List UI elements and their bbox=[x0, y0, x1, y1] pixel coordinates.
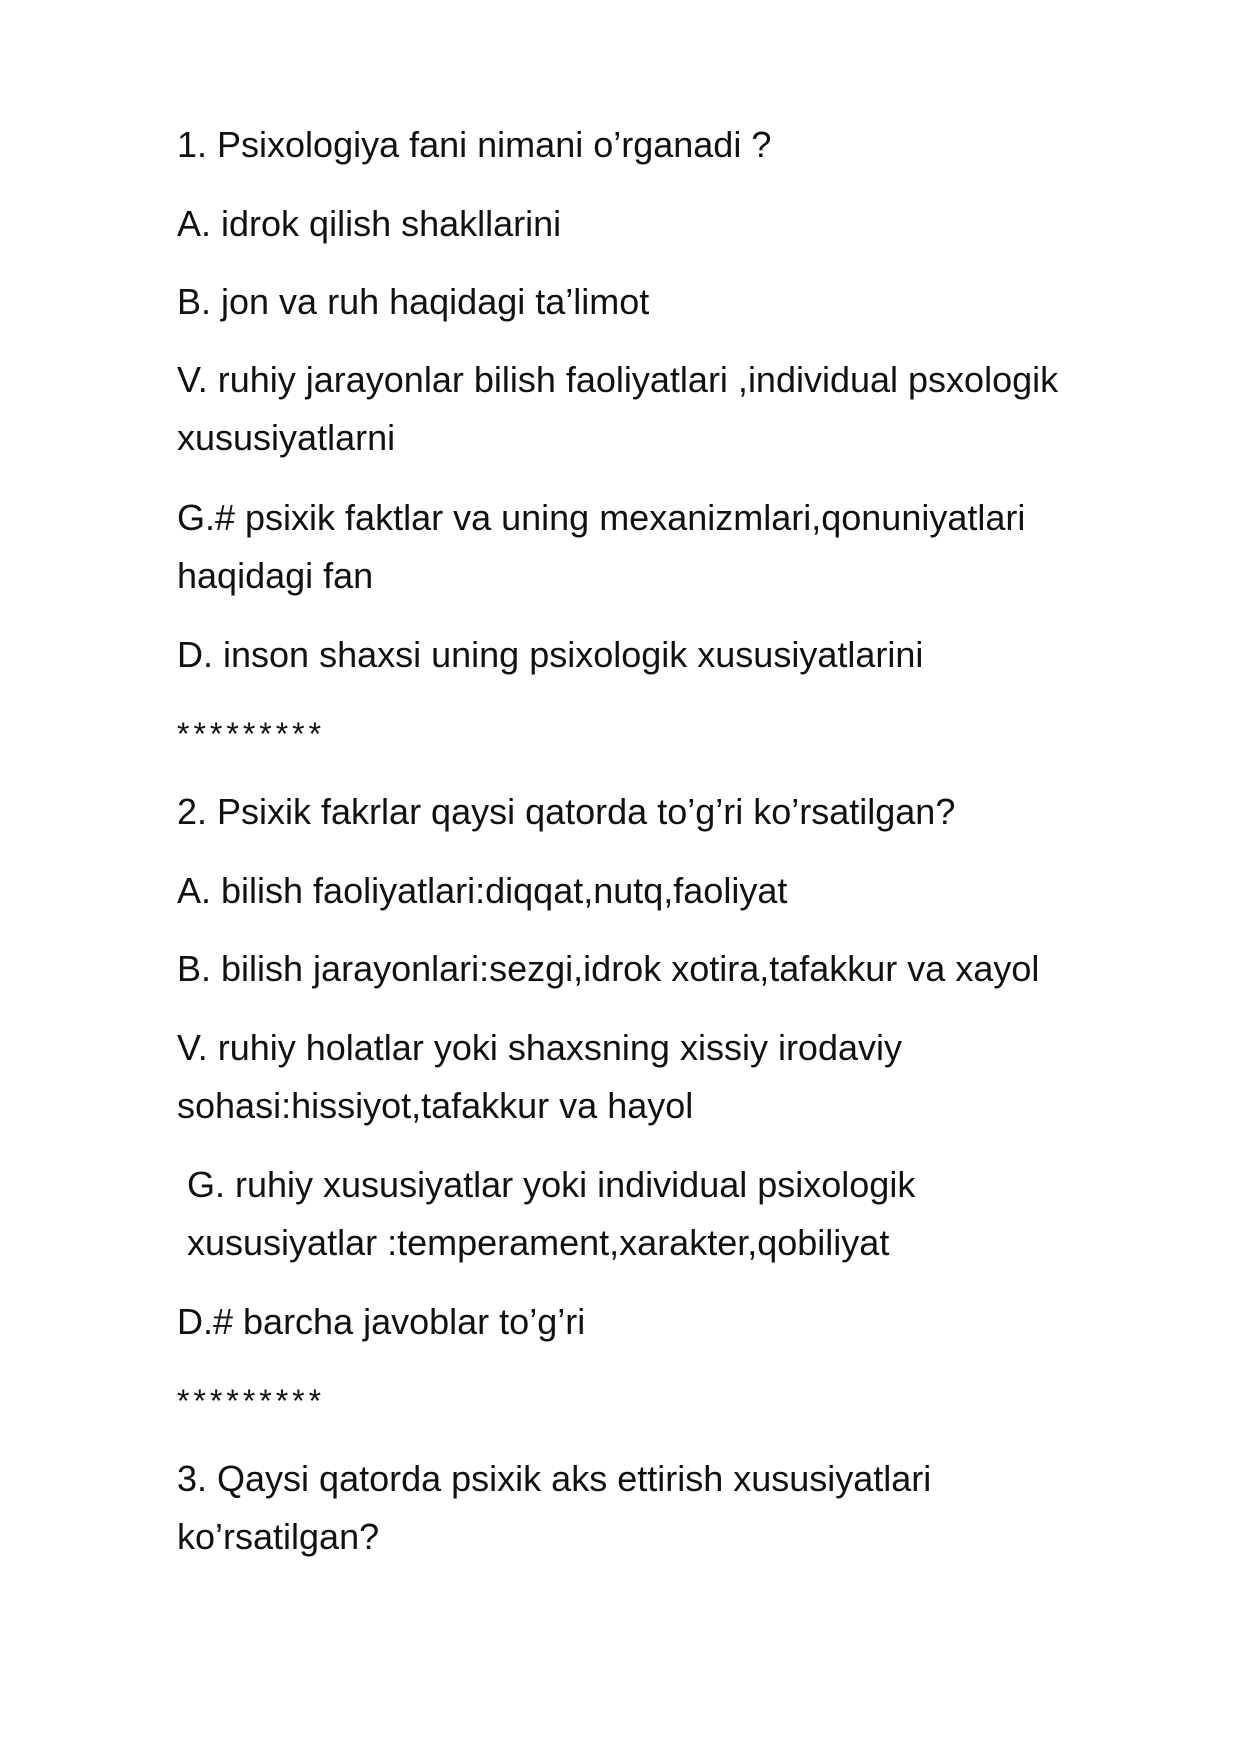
question-2: 2. Psixik fakrlar qaysi qatorda to’g’ri ko’rsatilgan? bbox=[177, 791, 956, 832]
q2-option-b: B. bilish jarayonlari:sezgi,idrok xotira,tafakkur va xayol bbox=[177, 948, 1040, 989]
question-3: 3. Qaysi qatorda psixik aks ettirish xususiyatlari ko’rsatilgan? bbox=[177, 1458, 932, 1557]
q1-option-a: A. idrok qilish shakllarini bbox=[177, 203, 562, 244]
separator-2: ********* bbox=[177, 1383, 326, 1419]
separator-1: ********* bbox=[177, 716, 326, 752]
q2-option-d: D.# barcha javoblar to’g’ri bbox=[177, 1301, 586, 1342]
q2-option-g: G. ruhiy xususiyatlar yoki individual psixologik xususiyatlar :temperament,xarakter,qobiliyat bbox=[187, 1164, 916, 1263]
q2-option-v: V. ruhiy holatlar yoki shaxsning xissiy irodaviy sohasi:hissiyot,tafakkur va hayol bbox=[177, 1027, 902, 1126]
question-1: 1. Psixologiya fani nimani o’rganadi ? bbox=[177, 124, 772, 165]
q1-option-d: D. inson shaxsi uning psixologik xususiyatlarini bbox=[177, 634, 924, 675]
q1-option-g: G.# psixik faktlar va uning mexanizmlari,qonuniyatlari haqidagi fan bbox=[177, 497, 1026, 596]
q1-option-v: V. ruhiy jarayonlar bilish faoliyatlari ,individual psxologik xususiyatlarni bbox=[177, 359, 1059, 458]
q1-option-b: B. jon va ruh haqidagi ta’limot bbox=[177, 281, 650, 322]
q2-option-a: A. bilish faoliyatlari:diqqat,nutq,faoliyat bbox=[177, 870, 788, 911]
